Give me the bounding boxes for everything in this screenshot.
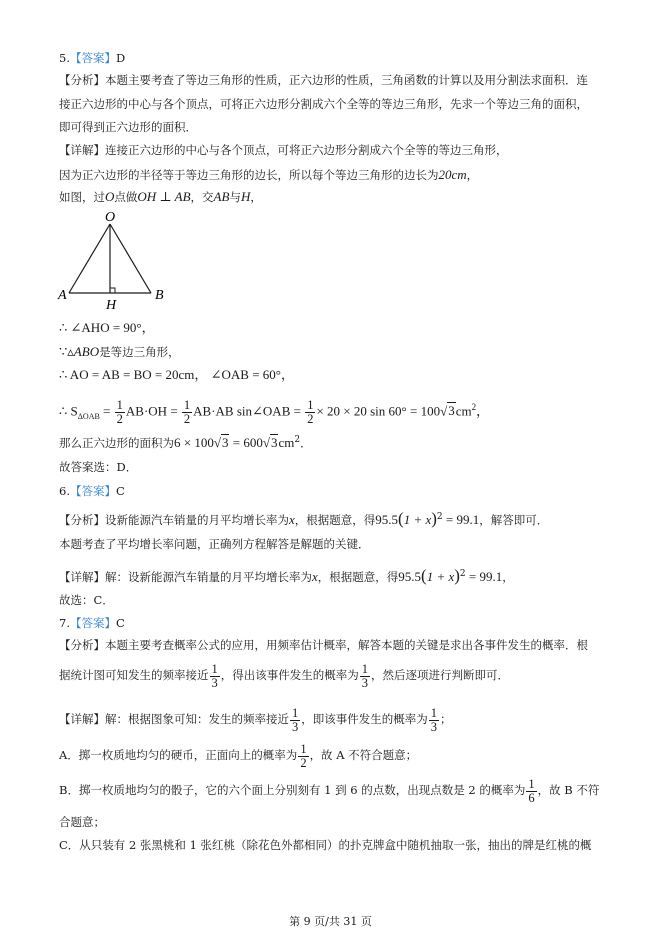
q7-analysis-tag: 【分析】	[59, 638, 105, 652]
q7-analysis-l1: 【分析】本题主要考查概率公式的应用，用频率估计概率，解答本题的关键是求出各事件发生的概率．根	[59, 638, 588, 652]
q5-answer: D	[115, 51, 126, 65]
q6-answer-tag: 【答案】	[69, 484, 116, 498]
q7-detail-tag: 【详解】	[59, 712, 105, 726]
q7-analysis-l2: 据统计图可知发生的频率接近 $\frac{1}{3}$ ，得出该事件发生的概率为 $\frac{1}{3}$ ，然后逐项进行判断即可．	[59, 661, 509, 690]
q6-analysis-l1: 【分析】设新能源汽车销量的月平均增长率为x，根据题意，得$95.5(1 + x)^2 = 99.1$，解答即可．	[59, 508, 549, 528]
q6-answer-line: 6.【答案】C	[59, 484, 125, 498]
q5-answer-line	[59, 50, 125, 66]
q5-analysis-tag: 【分析】	[59, 73, 105, 87]
q7-option-b-cont: 合题意；	[59, 815, 105, 829]
q6-detail-tag: 【详解】	[59, 569, 105, 584]
one-third-fraction: $\frac{1}{3}$	[211, 661, 218, 690]
one-third-fraction: $\frac{1}{3}$	[361, 661, 368, 690]
side-AO	[69, 224, 110, 293]
q5-step1: ∴ ∠AHO = 90°，	[59, 320, 155, 335]
q7-option-b: B．掷一枚质地均匀的骰子，它的六个面上分别刻有 1 到 6 的点数，出现点数是 2 的概率为 $\frac{1}{6}$ ，故 B 不符	[59, 776, 600, 805]
q5-analysis-l3: 即可得到正六边形的面积．	[59, 120, 197, 134]
half-fraction: $\frac{1}{2}$	[307, 397, 314, 426]
half-fraction: $\frac{1}{2}$	[183, 397, 191, 426]
q6-conclusion: 故选：C．	[59, 593, 114, 607]
q5-analysis-l1: 【分析】本题主要考查了等边三角形的性质，正六边形的性质，三角函数的计算以及用分割法求面积．连	[59, 73, 588, 87]
side-BO	[110, 224, 151, 293]
q6-analysis-l2: 本题考查了平均增长率问题，正确列方程解答是解题的关键．	[59, 537, 370, 551]
triangle-figure	[55, 205, 180, 315]
label-O: O	[105, 210, 116, 225]
q5-number: 5.	[59, 51, 70, 65]
half-fraction: $\frac{1}{2}$	[116, 397, 123, 426]
q5-detail-l3: 如图，过O点做OH ⊥ AB，交AB与H，	[59, 189, 262, 204]
q6-detail: 【详解】解：设新能源汽车销量的月平均增长率为x，根据题意，得$95.5(1 + x)^2 = 99.1$，	[59, 565, 514, 585]
q7-option-c: C．从只装有 2 张黑桃和 1 张红桃（除花色外都相同）的扑克牌盒中随机抽取一张，抽出的牌是红桃的概	[59, 838, 592, 852]
q5-step4: ∴ $S_{\Delta OAB}$ = $\frac{1}{2}$ AB·OH = $\frac{1}{2}$ AB·AB sin∠OAB = $\frac{1}{2}$ × 20 × 20 $\sin 60^\circ = 100√3cm^2$，	[59, 397, 490, 426]
one-third-fraction: $\frac{1}{3}$	[430, 705, 437, 734]
q5-detail-l1: 【详解】连接正六边形的中心与各个顶点，可将正六边形分割成六个全等的等边三角形，	[59, 143, 508, 157]
q5-detail-tag: 【详解】	[59, 143, 105, 157]
q5-analysis-l2: 接正六边形的中心与各个顶点，可将正六边形分割成六个全等的等边三角形，先求一个等边三角的面积，	[59, 97, 588, 111]
label-B: B	[155, 288, 164, 303]
one-third-fraction: $\frac{1}{3}$	[292, 705, 299, 734]
q5-detail-l2: 因为正六边形的半径等于等边三角形的边长，所以每个等边三角形的边长为20cm，	[59, 167, 479, 182]
page-footer: 第 9 页/共 31 页	[289, 915, 372, 928]
label-A: A	[58, 288, 67, 303]
one-half-fraction: $\frac{1}{2}$	[300, 741, 307, 770]
q5-step2: ∵▵ABO是等边三角形，	[59, 344, 180, 359]
q7-option-a: A．掷一枚质地均匀的硬币，正面向上的概率为 $\frac{1}{2}$ ，故 A 不符合题意；	[59, 741, 418, 770]
q5-step5: 那么正六边形的面积为$6 \times 100√3 = 600√3cm^2$．	[59, 434, 312, 450]
q7-answer-line: 7.【答案】C	[59, 616, 125, 630]
q7-answer-tag: 【答案】	[69, 616, 116, 630]
right-angle-mark	[110, 288, 115, 293]
q6-analysis-tag: 【分析】	[59, 512, 105, 527]
one-sixth-fraction: $\frac{1}{6}$	[528, 776, 535, 805]
q5-answer-tag: 【答案】	[69, 51, 116, 65]
q5-conclusion: 故答案选：D．	[59, 460, 138, 474]
label-H: H	[106, 298, 117, 313]
q5-step3: ∴ AO = AB = BO = 20cm， ∠OAB = 60°，	[59, 367, 294, 382]
q7-detail: 【详解】解：根据图象可知：发生的频率接近 $\frac{1}{3}$ ，即该事件发生的概率为 $\frac{1}{3}$ ；	[59, 705, 452, 734]
